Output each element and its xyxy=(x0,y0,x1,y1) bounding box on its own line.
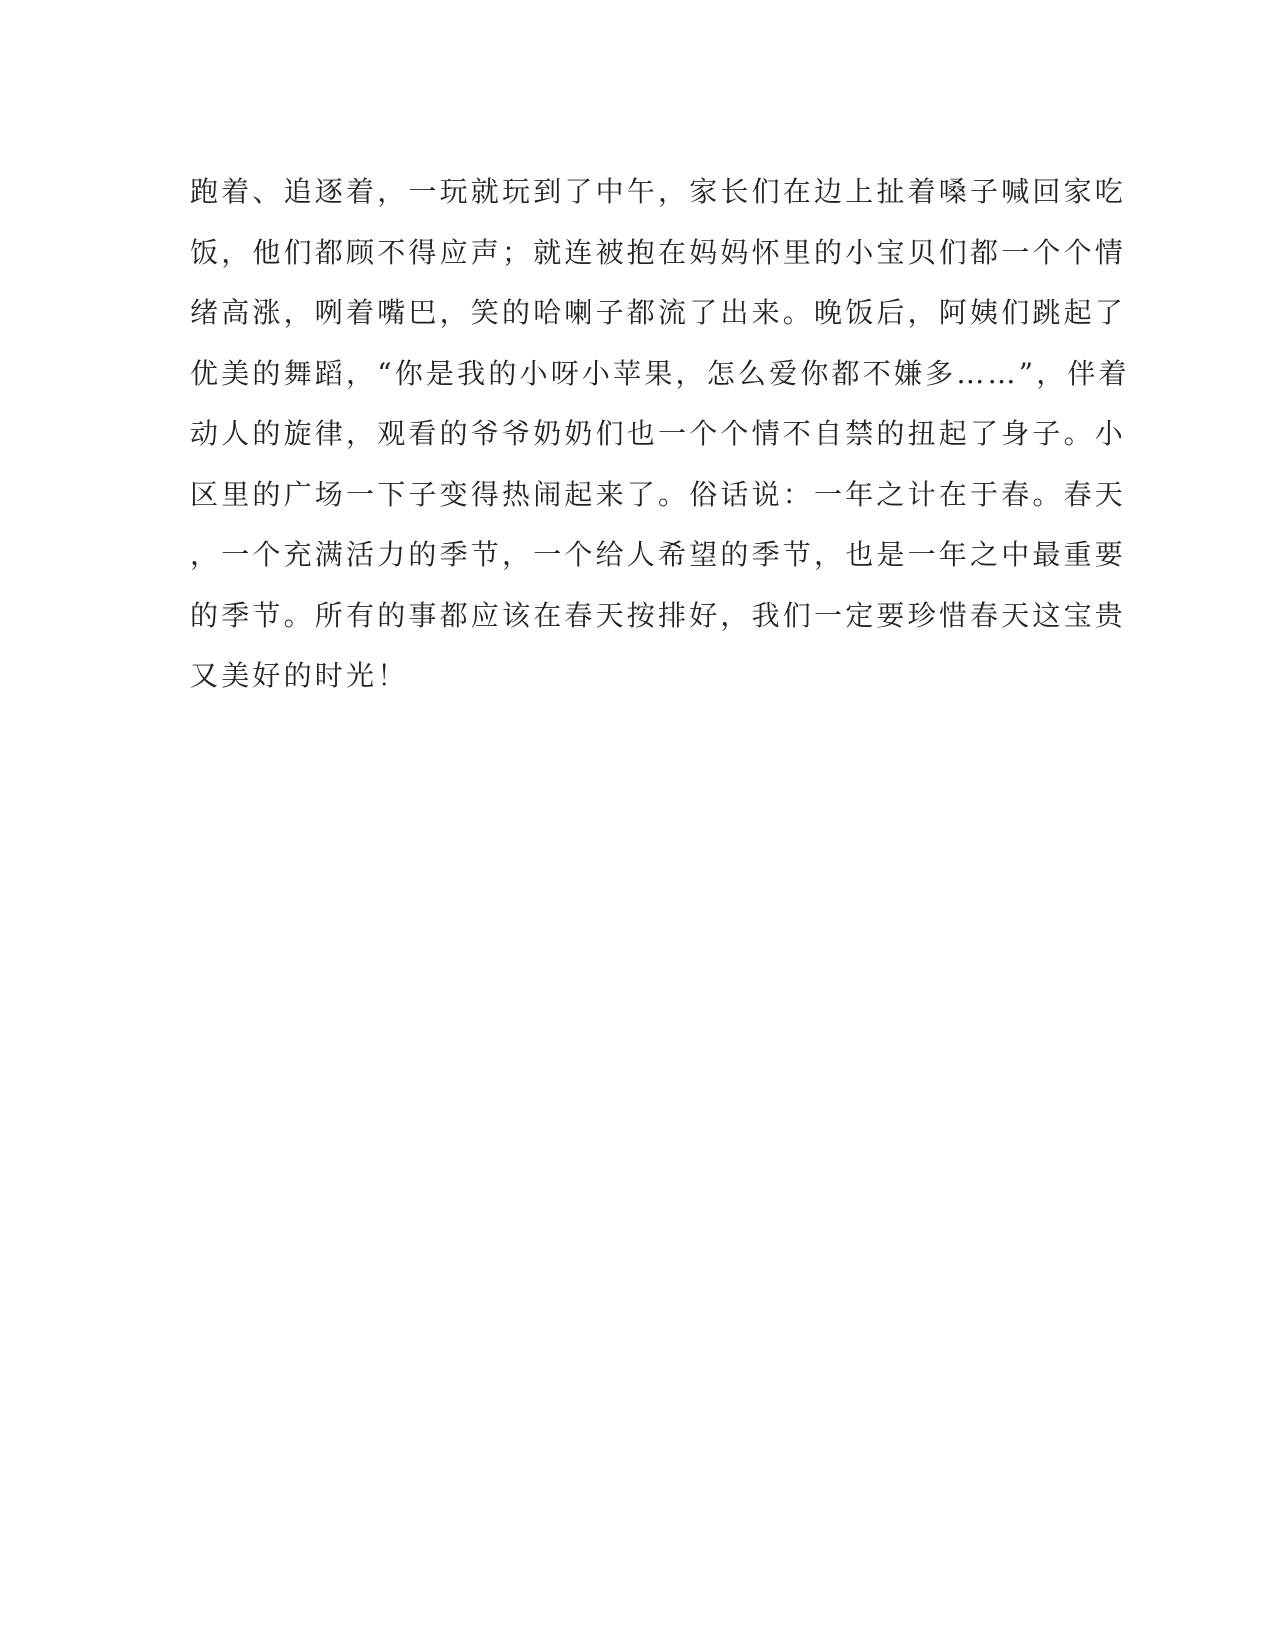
text-line: 跑着、追逐着，一玩就玩到了中午，家长们在边上扯着嗓子喊回家吃 xyxy=(190,175,1127,208)
body-paragraph xyxy=(190,162,1130,707)
text-line: 又美好的时光！ xyxy=(190,659,409,692)
text-line: 的季节。所有的事都应该在春天按排好，我们一定要珍惜春天这宝贵 xyxy=(190,598,1127,632)
text-line: ，一个充满活力的季节，一个给人希望的季节，也是一年之中最重要 xyxy=(190,538,1127,571)
text-line: 区里的广场一下子变得热闹起来了。俗话说：一年之计在于春。春天 xyxy=(190,477,1127,511)
text-line: 优美的舞蹈，“你是我的小呀小苹果，怎么爱你都不嫌多……”，伴着 xyxy=(190,356,1130,390)
text-line: 动人的旋律，观看的爷爷奶奶们也一个个情不自禁的扭起了身子。小 xyxy=(190,417,1127,450)
text-line: 饭，他们都顾不得应声；就连被抱在妈妈怀里的小宝贝们都一个个情 xyxy=(190,235,1127,269)
text-line: 绪高涨，咧着嘴巴，笑的哈喇子都流了出来。晚饭后，阿姨们跳起了 xyxy=(190,296,1127,329)
